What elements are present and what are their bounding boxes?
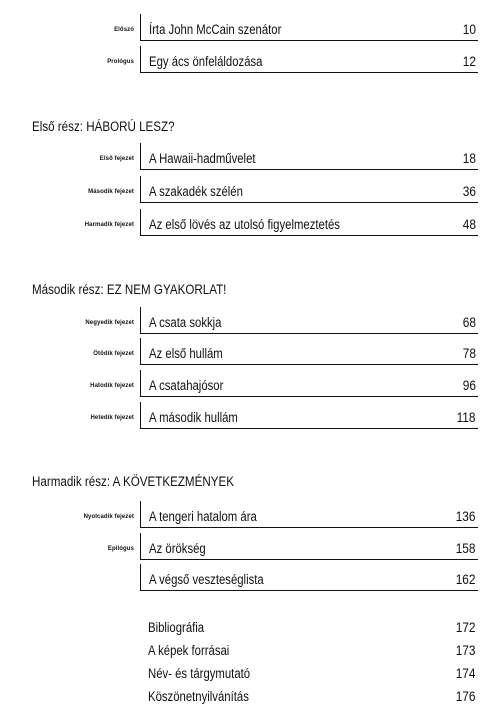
toc-entry-chapter-3 — [0, 215, 503, 237]
entry-rule — [140, 40, 478, 41]
toc-entry-chapter-4 — [0, 313, 503, 335]
entry-label: Nyolcadik fejezet — [83, 514, 134, 520]
entry-rule — [140, 559, 478, 560]
entry-divider — [140, 370, 141, 396]
part-heading-2: Második rész: EZ NEM GYAKORLAT! — [32, 282, 227, 297]
toc-entry-chapter-2 — [0, 182, 503, 204]
entry-title: Egy ács önfeláldozása — [149, 54, 263, 69]
entry-rule — [140, 72, 478, 73]
entry-page: 12 — [462, 54, 476, 69]
entry-page: 36 — [462, 184, 476, 199]
part-heading-1: Első rész: HÁBORÚ LESZ? — [32, 119, 175, 134]
entry-page: 158 — [456, 541, 476, 556]
entry-page: 68 — [462, 315, 476, 330]
entry-title: Az örökség — [149, 541, 206, 556]
toc-entry-chapter-7 — [0, 408, 503, 430]
toc-entry-chapter-6 — [0, 376, 503, 398]
entry-title: Köszönetnyilvánítás — [148, 689, 249, 704]
entry-page: 18 — [462, 151, 476, 166]
entry-page: 162 — [456, 572, 476, 587]
entry-divider — [140, 143, 141, 169]
entry-title: Írta John McCain szenátor — [149, 22, 282, 37]
entry-label: Prológus — [107, 59, 134, 65]
toc-entry-chapter-1 — [0, 149, 503, 171]
toc-back-acknowledgements — [0, 689, 503, 707]
entry-rule — [140, 527, 478, 528]
entry-title: A második hullám — [149, 410, 238, 425]
entry-page: 78 — [462, 346, 476, 361]
entry-page: 118 — [457, 410, 476, 425]
entry-rule — [140, 235, 478, 236]
toc-entry-epilogue — [0, 539, 503, 561]
entry-page: 136 — [456, 509, 476, 524]
entry-divider — [140, 176, 141, 202]
entry-rule — [140, 590, 478, 591]
entry-rule — [140, 202, 478, 203]
toc-back-bibliography — [0, 620, 503, 638]
entry-page: 96 — [462, 378, 476, 393]
entry-rule — [140, 396, 478, 397]
entry-title: A tengeri hatalom ára — [149, 509, 257, 524]
entry-page: 174 — [456, 666, 476, 681]
entry-divider — [140, 14, 141, 40]
entry-title: A Hawaii-hadművelet — [149, 151, 256, 166]
toc-back-image-sources — [0, 643, 503, 661]
entry-divider — [140, 402, 141, 428]
part-heading-3: Harmadik rész: A KÖVETKEZMÉNYEK — [32, 474, 234, 489]
entry-title: A csatahajósor — [149, 378, 224, 393]
entry-label: Hatodik fejezet — [90, 383, 134, 389]
entry-label: Harmadik fejezet — [84, 222, 134, 228]
entry-label: Negyedik fejezet — [85, 320, 134, 326]
toc-back-index — [0, 666, 503, 684]
entry-divider — [140, 209, 141, 235]
entry-title: Bibliográfia — [148, 620, 205, 635]
entry-title: A szakadék szélén — [149, 184, 243, 199]
entry-divider — [140, 46, 141, 72]
entry-label: Hetedik fejezet — [90, 415, 134, 421]
entry-title: Név- és tárgymutató — [148, 666, 251, 681]
entry-divider — [140, 564, 141, 590]
entry-title: Az első lövés az utolsó figyelmeztetés — [149, 217, 340, 232]
entry-title: A végső veszteséglista — [149, 572, 264, 587]
entry-label: Második fejezet — [88, 189, 134, 195]
entry-rule — [140, 364, 478, 365]
entry-label: Ötödik fejezet — [93, 351, 134, 357]
entry-rule — [140, 333, 478, 334]
entry-divider — [140, 307, 141, 333]
toc-entry-chapter-5 — [0, 344, 503, 366]
entry-page: 173 — [456, 643, 476, 658]
entry-title: Az első hullám — [149, 346, 223, 361]
entry-divider — [140, 501, 141, 527]
entry-label: Előszó — [114, 27, 134, 33]
entry-title: A képek forrásai — [148, 643, 230, 658]
entry-page: 172 — [456, 620, 476, 635]
entry-rule — [140, 169, 478, 170]
entry-page: 10 — [462, 22, 476, 37]
entry-divider — [140, 338, 141, 364]
entry-rule — [140, 428, 478, 429]
entry-label: Első fejezet — [99, 156, 134, 162]
entry-divider — [140, 533, 141, 559]
entry-label: Epilógus — [107, 546, 134, 552]
toc-entry-foreword — [0, 20, 503, 42]
entry-page: 48 — [462, 217, 476, 232]
entry-page: 176 — [456, 689, 476, 704]
toc-entry-casualty-list — [0, 570, 503, 592]
toc-entry-prologue — [0, 52, 503, 74]
entry-title: A csata sokkja — [149, 315, 222, 330]
toc-entry-chapter-8 — [0, 507, 503, 529]
